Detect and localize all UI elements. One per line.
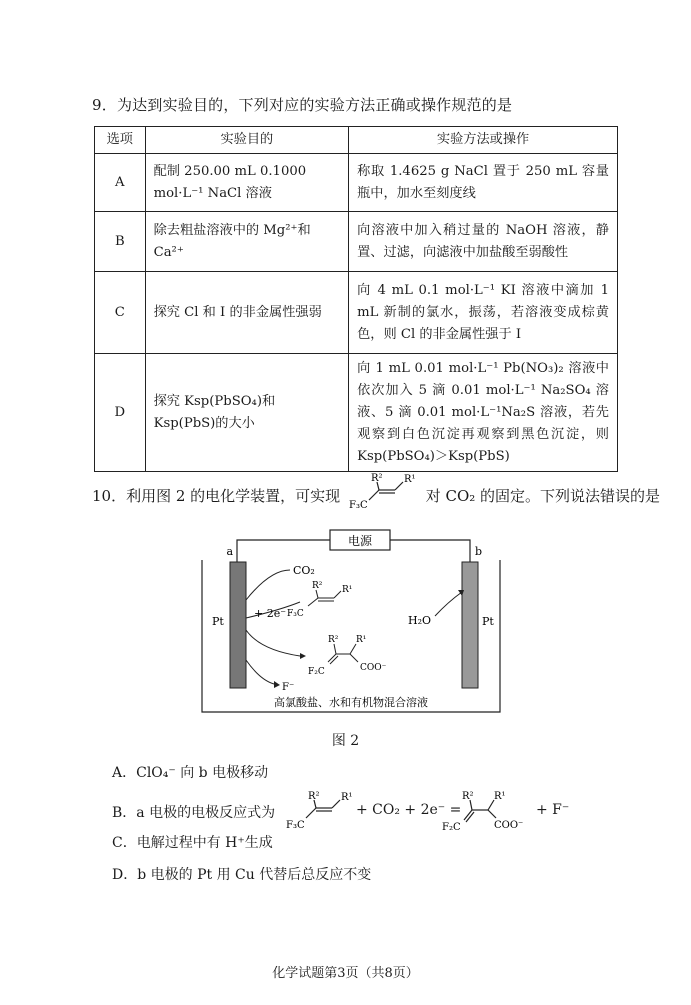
- row-option: B: [95, 212, 146, 272]
- fig-r1-bottom: R¹: [356, 635, 367, 645]
- electrolysis-cell: [202, 560, 500, 712]
- page-footer: 化学试题第3页（共8页）: [272, 966, 419, 981]
- electrochemical-figure: [190, 520, 510, 720]
- stem-f3c: F₃C: [348, 500, 368, 510]
- table-row: [95, 154, 618, 212]
- figure-caption: 图 2: [331, 733, 360, 749]
- row-method: 向溶液中加入稍过量的 NaOH 溶液，静置、过滤，向滤液中加盐酸至弱酸性: [349, 212, 618, 272]
- stem-r2: R²: [370, 473, 383, 484]
- row-option: C: [95, 272, 146, 354]
- alkene-structure-icon: [347, 472, 419, 510]
- choice-b-middle: + CO₂ + 2e⁻ =: [356, 802, 462, 818]
- fig-f3c: F₃C: [287, 609, 304, 619]
- f-minus-label: F⁻: [282, 682, 295, 693]
- electrode-b-label: b: [475, 545, 483, 558]
- stem-r1: R¹: [403, 474, 416, 485]
- question-9-stem: 9．为达到实验目的，下列对应的实验方法正确或操作规范的是: [92, 96, 513, 114]
- electrons-label: + 2e⁻: [254, 607, 287, 620]
- experiment-table: [94, 126, 618, 472]
- choice-b-prod-coo: COO⁻: [494, 820, 524, 831]
- choice-b-prod-f2c: F₂C: [442, 822, 461, 832]
- pt-right-label: Pt: [482, 615, 494, 628]
- header-purpose: 实验目的: [145, 127, 349, 154]
- choice-b-prod-r2: R²: [462, 791, 474, 802]
- table-row: [95, 212, 618, 272]
- question-10-stem: [92, 473, 661, 510]
- choice-b-prefix: B．a 电极的电极反应式为: [112, 805, 276, 821]
- solution-label: 高氯酸盐、水和有机物混合溶液: [274, 696, 428, 709]
- row-option: D: [95, 354, 146, 472]
- power-label: 电源: [347, 534, 373, 548]
- row-purpose: 探究 Ksp(PbSO₄)和 Ksp(PbS)的大小: [145, 354, 349, 472]
- row-method: 向 1 mL 0.01 mol·L⁻¹ Pb(NO₃)₂ 溶液中依次加入 5 滴 0.01 mol·L⁻¹ Na₂SO₄ 溶液、5 滴 0.01 mol·L⁻¹Na₂S 溶液，若先观察到白色沉淀再观察到黑色沉淀，则 Ksp(PbSO₄)＞Ksp(PbS): [349, 354, 618, 472]
- q10-stem-after: 对 CO₂ 的固定。下列说法错误的是: [425, 487, 661, 505]
- table-row: [95, 354, 618, 472]
- reactant-structure-icon: [284, 790, 356, 830]
- q10-stem-before: 10．利用图 2 的电化学装置，可实现: [92, 487, 341, 505]
- row-method: 称取 1.4625 g NaCl 置于 250 mL 容量瓶中，加水至刻度线: [349, 154, 618, 212]
- fig-r1-top: R¹: [342, 585, 353, 595]
- fig-coo: COO⁻: [360, 663, 387, 673]
- header-method: 实验方法或操作: [349, 127, 618, 154]
- choice-b-r1: R¹: [341, 792, 353, 803]
- choice-d: D．b 电极的 Pt 用 Cu 代替后总反应不变: [112, 867, 372, 883]
- co2-label: CO₂: [293, 564, 315, 577]
- row-option: A: [95, 154, 146, 212]
- table-header-row: [95, 127, 618, 154]
- electrode-b: [462, 562, 478, 688]
- row-purpose: 除去粗盐溶液中的 Mg²⁺和 Ca²⁺: [145, 212, 349, 272]
- electrode-a-label: a: [226, 545, 233, 558]
- choice-c: C．电解过程中有 H⁺生成: [112, 835, 273, 851]
- h2o-label: H₂O: [408, 614, 432, 627]
- table-row: [95, 272, 618, 354]
- choice-b-r2: R²: [308, 791, 320, 802]
- choice-a: A．ClO₄⁻ 向 b 电极移动: [112, 765, 269, 781]
- product-structure-icon: [442, 790, 534, 832]
- header-option: 选项: [95, 127, 146, 154]
- pt-left-label: Pt: [212, 615, 224, 628]
- fig-r2-top: R²: [312, 581, 323, 591]
- row-purpose: 配制 250.00 mL 0.1000 mol·L⁻¹ NaCl 溶液: [145, 154, 349, 212]
- row-method: 向 4 mL 0.1 mol·L⁻¹ KI 溶液中滴加 1 mL 新制的氯水，振荡，若溶液变成棕黄色，则 Cl 的非金属性强于 I: [349, 272, 618, 354]
- row-purpose: 探究 Cl 和 I 的非金属性强弱: [145, 272, 349, 354]
- choice-b-prod-r1: R¹: [494, 791, 506, 802]
- fig-r2-bottom: R²: [328, 635, 339, 645]
- electrode-a: [230, 562, 246, 688]
- fig-f2c: F₂C: [308, 667, 325, 677]
- choice-b-f3c: F₃C: [286, 820, 305, 830]
- choice-b-suffix: + F⁻: [536, 802, 570, 818]
